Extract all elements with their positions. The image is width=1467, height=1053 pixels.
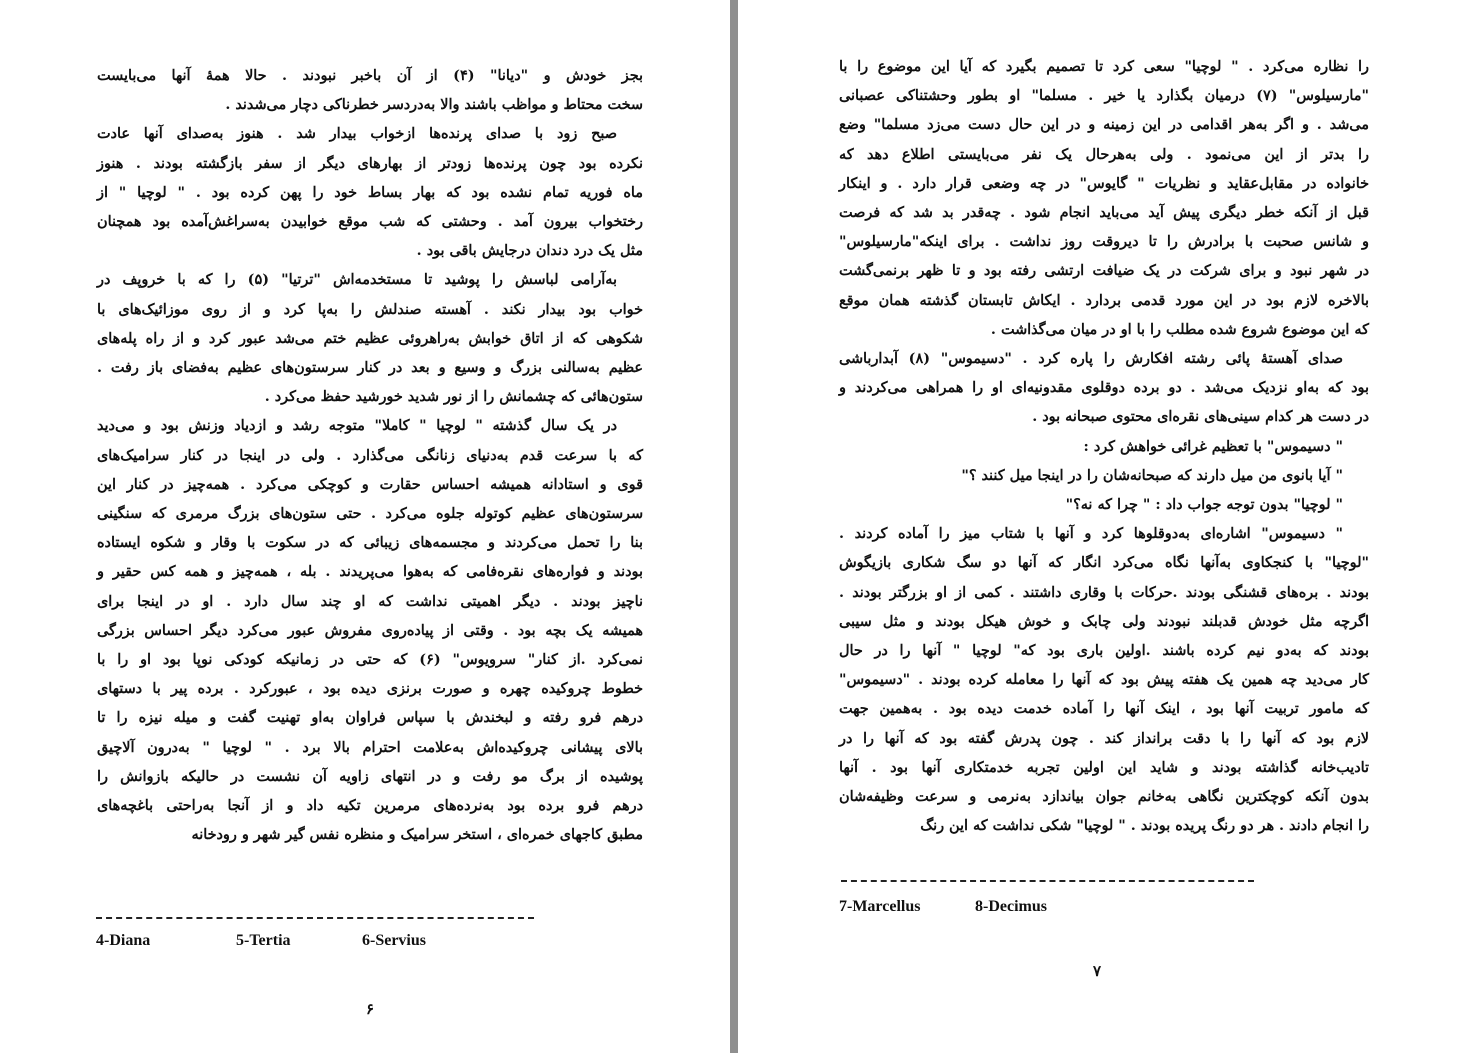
text-line: " لوچیا" بدون توجه جواب داد : " چرا که نه؟"	[1065, 496, 1343, 514]
text-line: درهم فرو رفته و لبخندش با سپاس فراوان به‌او تهنیت گفت و میله نیزه را تا	[97, 709, 643, 727]
left-page-body	[97, 61, 643, 849]
paragraph	[97, 265, 643, 411]
footnote-diana: 4-Diana	[96, 932, 151, 949]
paragraph	[839, 432, 1369, 461]
left-footnotes	[96, 932, 426, 950]
text-line: بنا را تحمل می‌کردند و مجسمه‌های زیبائی که در سکوت با وقار و شکوه ایستاده	[97, 534, 643, 552]
text-line: خانواده در مقابل‌عقاید و نظریات " گایوس" در چه وضعی قرار دارد . و اینکار	[839, 174, 1369, 192]
text-line: صبح زود با صدای پرنده‌ها ازخواب بیدار شد . هنوز به‌صدای آنها عادت	[97, 125, 617, 143]
text-line: در یک سال گذشته " لوچیا " کاملا" متوجه رشد و ازدیاد وزنش بود و می‌دید	[97, 417, 617, 435]
right-footnote-divider	[841, 880, 1254, 882]
text-line: در دست هر کدام سینی‌های نقره‌ای محتوی صبحانه بود .	[1032, 408, 1369, 426]
footnote-servius: 6-Servius	[362, 932, 426, 949]
text-line: اگرچه مثل خودش قدبلند نبودند ولی چابک و خوش هیکل بودند و مثل سیبی	[839, 612, 1369, 630]
text-line: عظیم به‌سالنی بزرگ و وسیع و بعد در کنار سرستون‌های عظیم به‌فضای باز رفت .	[97, 359, 643, 377]
footnote-marcellus: 7-Marcellus	[839, 898, 921, 915]
footnote-decimus: 8-Decimus	[975, 898, 1047, 915]
paragraph	[839, 344, 1369, 432]
text-line: بودند و فواره‌های نقره‌فامی که به‌هوا می‌پریدند . بله ، همه‌چیز و همه کس حقیر و	[97, 563, 643, 581]
text-line: بود که به‌او نزدیک می‌شد . دو برده دوقلوی مقدونیه‌ای او را همراهی می‌کردند و	[839, 379, 1369, 397]
text-line: و شانس صحبت با برادرش را تا دیروقت روز نداشت . برای اینکه"مارسیلوس"	[839, 233, 1369, 251]
text-line: شکوهی که از اتاق خوابش به‌راهروئی عظیم ختم می‌شد عبور کرد و از راه پله‌های	[97, 329, 643, 347]
right-page-number: ۷	[1093, 962, 1102, 980]
text-line: نمی‌کرد .از کنار" سرویوس" (۶) که حتی در زمانیکه کودکی نوپا بود او را با	[97, 651, 643, 669]
text-line: مطبق کاجهای خمره‌ای ، استخر سرامیک و منظره نفس گیر شهر و رودخانه	[191, 826, 643, 844]
text-line: "لوچیا" با کنجکاوی به‌آنها نگاه می‌کرد انگار که آنها دو سگ شکاری بازیگوش	[839, 554, 1369, 572]
text-line: قبل از آنکه خطر دیگری پیش آید می‌باید انجام شود . چه‌قدر بد شد که فرصت	[839, 204, 1369, 222]
text-line: ماه فوریه تمام نشده بود که بهار بساط خود را پهن کرده بود . " لوچیا " از	[97, 183, 643, 201]
text-line: قوی و استادانه همیشه احساس حقارت و کوچکی می‌کرد . همه‌چیز در کنار این	[97, 475, 643, 493]
text-line: "مارسیلوس" (۷) درمیان بگذارد یا خیر . مسلما" او بطور وحشتناکی عصبانی	[839, 87, 1369, 105]
text-line: که مامور تربیت آنها بود ، اینک آنها را آماده خدمت دیده بود . به‌همین جهت	[839, 700, 1369, 718]
text-line: کار می‌دید چه همین یک هفته پیش بود که آنها را معامله کرده بودند . "دسیموس"	[839, 671, 1369, 689]
text-line: " دسیموس" اشاره‌ای به‌دوقلوها کرد و آنها با شتاب میز را آماده کردند .	[839, 525, 1343, 543]
text-line: بجز خودش و "دیانا" (۴) از آن باخبر نبودند . حالا همهٔ آنها می‌بایست	[97, 67, 643, 84]
text-line: می‌شد . و اگر به‌هر اقدامی در این زمینه و در این حال دست می‌زد مسلما" وضع	[839, 116, 1369, 134]
left-page-number: ۶	[366, 1000, 375, 1018]
text-line: ناچیز بودند . دیگر اهمیتی نداشت که او چند سال دارد . او در اینجا برای	[97, 592, 643, 610]
text-line: نکرده بود چون پرنده‌ها زودتر از بهارهای دیگر از سفر بازگشته بودند . هنوز	[97, 154, 643, 172]
text-line: همیشه یک بچه بود . وقتی از پیاده‌روی مفروش عبور می‌کرد دیگر احساس بزرگی	[97, 621, 643, 639]
text-line: سرستون‌های عظیم کوتوله جلوه می‌کرد . حتی ستون‌های بزرگ مرمری که سنگینی	[97, 505, 643, 523]
text-line: را انجام دادند . هر دو رنگ پریده بودند . " لوچیا" شکی نداشت که این رنگ	[920, 817, 1369, 835]
paragraph	[839, 490, 1369, 519]
right-page	[738, 0, 1467, 1053]
book-gutter	[730, 0, 738, 1053]
text-line: را بدتر از این می‌نمود . ولی به‌هرحال یک نفر می‌بایستی اطلاع دهد که	[839, 145, 1369, 163]
right-page-body	[839, 52, 1369, 840]
paragraph	[839, 52, 1369, 344]
text-line: ستون‌هائی که چشمانش را از نور شدید خورشید حفظ می‌کرد .	[264, 388, 643, 406]
text-line: که این موضوع شروع شده مطلب را با او در میان می‌گذاشت .	[990, 320, 1369, 338]
text-line: صدای آهستهٔ پائی رشته افکارش را پاره کرد . "دسیموس" (۸) آبدارباشی	[839, 350, 1343, 368]
text-line: بودند . بره‌های قشنگی بودند .حرکات با وقاری داشتند . کمی از او بزرگتر بودند .	[839, 583, 1369, 601]
text-line: پوشیده از برگ مو رفت و در انتهای زاویه آن نشست در حالیکه بازوانش را	[97, 767, 643, 785]
text-line: سخت محتاط و مواظب باشند والا به‌دردسر خطرناکی دچار می‌شدند .	[225, 96, 643, 114]
text-line: درهم فرو برده بود به‌نرده‌های مرمرین تکیه داد و از آنجا به‌راحتی باغچه‌های	[97, 797, 643, 815]
text-line: بالای پیشانی چروکیده‌اش به‌علامت احترام بالا برد . " لوچیا " به‌درون آلاچیق	[97, 738, 643, 756]
left-page	[0, 0, 730, 1053]
text-line: تادیب‌خانه گذاشته بودند و شاید این اولین تجربه خدمتکاری آنها بود . آنها	[839, 758, 1369, 776]
paragraph	[97, 411, 643, 849]
text-line: " دسیموس" با تعظیم غرائی خواهش کرد :	[1083, 437, 1343, 455]
text-line: خطوط چروکیده چهره و صورت برنزی دیده بود ، عبورکرد . برده پیر با دستهای	[97, 680, 643, 698]
paragraph	[839, 461, 1369, 490]
paragraph	[839, 519, 1369, 840]
text-line: مثل یک درد دندان درجایش باقی بود .	[416, 242, 643, 260]
left-footnote-divider	[96, 917, 534, 919]
text-line: بودند که به‌دو نیم کرده باشند .اولین باری بود که" لوچیا " آنها را در حال	[839, 642, 1369, 660]
right-footnotes	[839, 898, 1047, 916]
paragraph	[97, 61, 643, 119]
text-line: به‌آرامی لباسش را پوشید تا مستخدمه‌اش "ترتیا" (۵) را که با خروپف در	[97, 271, 618, 289]
text-line: بدون آنکه کوچکترین نگاهی به‌خانم جوان بیاندازد به‌نرمی و سرعت وظیفه‌شان	[839, 788, 1369, 806]
text-line: رختخواب بیرون آمد . وحشتی که شب موقع خوابیدن به‌سراغش‌آمده بود همچنان	[97, 213, 643, 231]
text-line: لازم بود که آنها را با دقت برانداز کند . چون پدرش گفته بود که آنها را در	[839, 729, 1369, 747]
text-line: بالاخره لازم بود در این مورد قدمی بردارد . ایکاش تابستان گذشته همان موقع	[839, 291, 1369, 309]
text-line: خواب بود بیدار نکند . آهسته صندلش را به‌پا کرد و از روی موزائیک‌های با	[97, 300, 643, 318]
paragraph	[97, 119, 643, 265]
text-line: که با سرعت قدم به‌دنیای زنانگی می‌گذارد . ولی در اینجا در کنار سرامیک‌های	[97, 446, 643, 464]
text-line: را نظاره می‌کرد . " لوچیا" سعی کرد تا تصمیم بگیرد که آیا این موضوع را با	[839, 58, 1369, 75]
footnote-tertia: 5-Tertia	[236, 932, 291, 949]
text-line: در شهر نبود و برای شرکت در یک ضیافت ارتشی رفته بود و تا ظهر برنمی‌گشت	[839, 262, 1369, 280]
text-line: " آیا بانوی من میل دارند که صبحانه‌شان را در اینجا میل کنند ؟"	[961, 466, 1343, 484]
